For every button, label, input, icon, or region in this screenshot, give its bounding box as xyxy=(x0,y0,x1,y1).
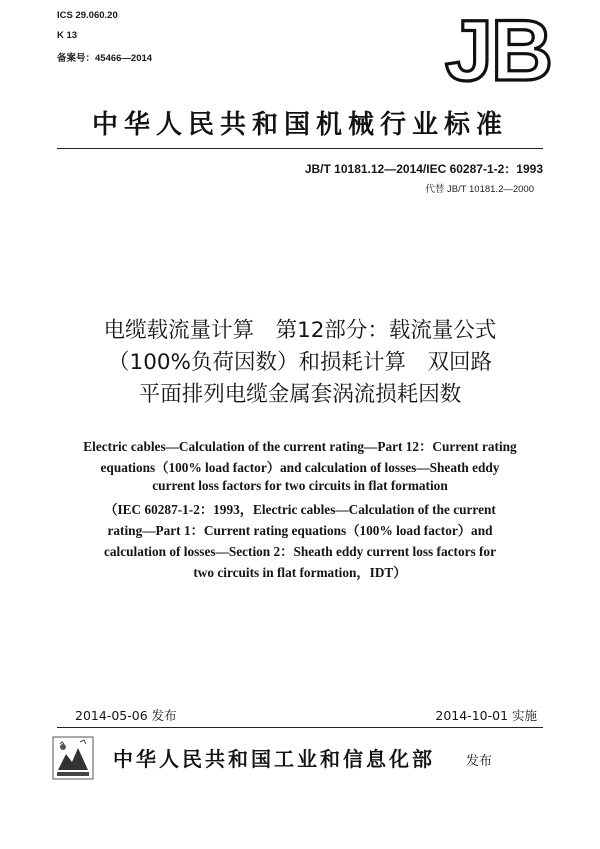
title-cn-line: 平面排列电缆金属套涡流损耗因数 xyxy=(138,382,462,407)
title-en-line: rating—Part 1：Current rating equations（100% load factor）and xyxy=(107,523,493,538)
header-rule xyxy=(57,148,543,149)
title-cn-line: 电缆载流量计算 第12部分：载流量公式 xyxy=(103,318,497,343)
replaces-standard: 代替 JB/T 10181.2—2000 xyxy=(425,184,534,195)
title-en-line: two circuits in flat formation，IDT） xyxy=(193,565,407,580)
title-cn-line: （100%负荷因数）和损耗计算 双回路 xyxy=(108,350,492,375)
title-en-line: Electric cables—Calculation of the current rating—Part 12：Current rating xyxy=(83,439,517,454)
title-en-line: calculation of losses—Section 2：Sheath eddy current loss factors for xyxy=(104,544,496,559)
title-en-line: current loss factors for two circuits in flat formation xyxy=(152,478,448,493)
category-code: K 13 xyxy=(57,30,78,41)
publisher-name: 中华人民共和国工业和信息化部 xyxy=(113,747,435,771)
jb-logo xyxy=(436,6,560,90)
ministry-emblem xyxy=(52,736,94,780)
implementation-date: 2014-10-01 实施 xyxy=(435,708,537,723)
standard-number: JB/T 10181.12—2014/IEC 60287-1-2：1993 xyxy=(304,162,543,176)
record-number: 备案号：45466—2014 xyxy=(57,53,153,64)
org-title: 中华人民共和国机械行业标准 xyxy=(91,110,508,140)
title-en-line: （IEC 60287-1-2：1993，Electric cables—Calculation of the current xyxy=(104,502,496,517)
footer-rule xyxy=(57,727,543,728)
publish-date: 2014-05-06 发布 xyxy=(75,708,177,723)
title-en-line: equations（100% load factor）and calculation of losses—Sheath eddy xyxy=(100,460,500,475)
publisher-action: 发布 xyxy=(466,754,493,769)
ics-code: ICS 29.060.20 xyxy=(57,10,118,21)
jb-logo-text: JB xyxy=(445,6,551,90)
